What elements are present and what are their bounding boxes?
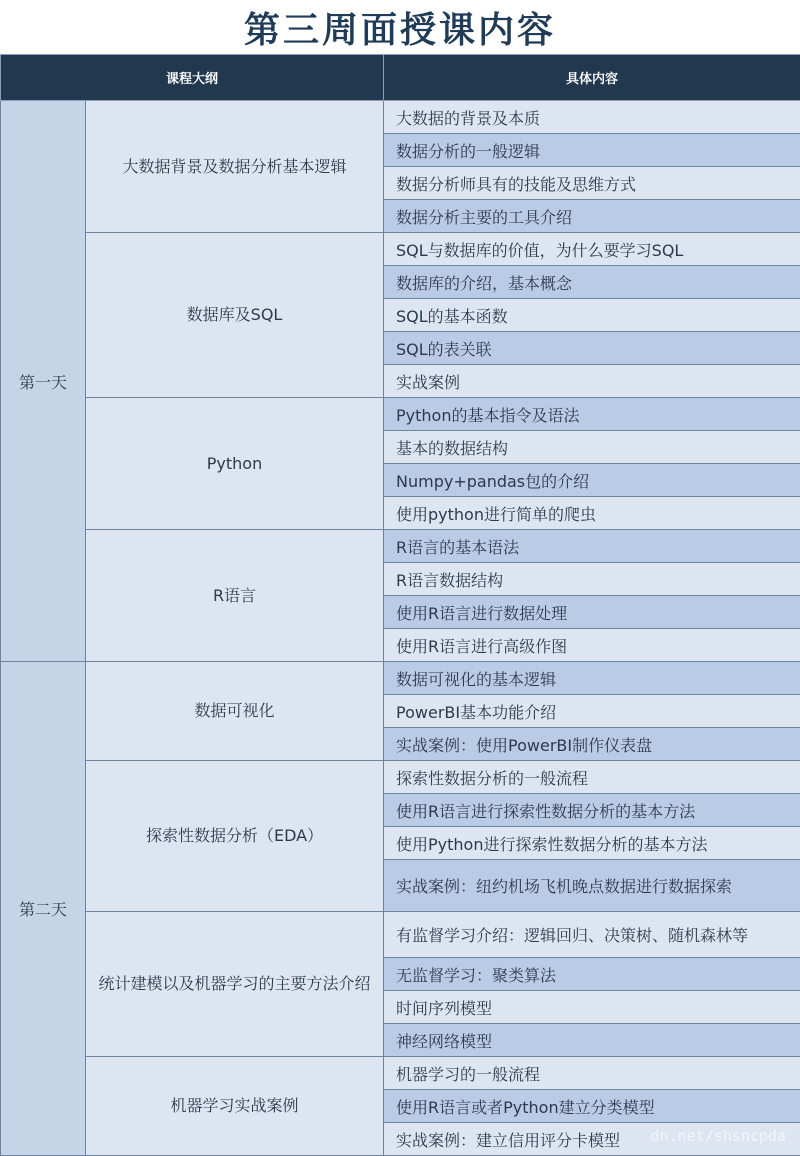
course-table [0,54,800,1156]
content-item: 实战案例：纽约机场飞机晚点数据进行数据探索 [384,860,800,912]
content-item: 基本的数据结构 [384,431,800,464]
content-item: 实战案例 [384,365,800,398]
content-item: 使用R语言进行高级作图 [384,629,800,662]
table-row [1,761,800,794]
content-item: R语言数据结构 [384,563,800,596]
content-item: 机器学习的一般流程 [384,1057,800,1090]
content-item: 使用R语言进行探索性数据分析的基本方法 [384,794,800,827]
content-item: Numpy+pandas包的介绍 [384,464,800,497]
day-label: 第一天 [1,101,86,662]
table-row [1,398,800,431]
table-row [1,233,800,266]
watermark: dn.net/shsncpda [651,1127,786,1145]
module-name: 数据可视化 [86,662,384,761]
content-item: 数据分析的一般逻辑 [384,134,800,167]
content-item: 时间序列模型 [384,991,800,1024]
outline-header: 课程大纲 [1,55,384,101]
table-row [1,101,800,134]
content-item: PowerBI基本功能介绍 [384,695,800,728]
content-item: 使用R语言进行数据处理 [384,596,800,629]
module-name: 探索性数据分析（EDA） [86,761,384,912]
table-row [1,912,800,958]
content-item: 神经网络模型 [384,1024,800,1057]
module-name: R语言 [86,530,384,662]
content-item: 数据分析师具有的技能及思维方式 [384,167,800,200]
table-row [1,530,800,563]
content-item: 实战案例：建立信用评分卡模型 [384,1123,800,1156]
content-item: SQL的基本函数 [384,299,800,332]
content-item: 使用R语言或者Python建立分类模型 [384,1090,800,1123]
page-title: 第三周面授课内容 [0,0,800,54]
content-item: 使用python进行简单的爬虫 [384,497,800,530]
content-item: 使用Python进行探索性数据分析的基本方法 [384,827,800,860]
content-item: 大数据的背景及本质 [384,101,800,134]
content-item: 数据库的介绍，基本概念 [384,266,800,299]
module-name: Python [86,398,384,530]
module-name: 统计建模以及机器学习的主要方法介绍 [86,912,384,1057]
module-name: 数据库及SQL [86,233,384,398]
content-item: 数据分析主要的工具介绍 [384,200,800,233]
content-item: SQL与数据库的价值，为什么要学习SQL [384,233,800,266]
module-name: 机器学习实战案例 [86,1057,384,1156]
content-item: 有监督学习介绍：逻辑回归、决策树、随机森林等 [384,912,800,958]
content-item: Python的基本指令及语法 [384,398,800,431]
table-row [1,1057,800,1090]
day-label: 第二天 [1,662,86,1156]
content-item: 数据可视化的基本逻辑 [384,662,800,695]
content-item: SQL的表关联 [384,332,800,365]
content-item: 实战案例：使用PowerBI制作仪表盘 [384,728,800,761]
module-name: 大数据背景及数据分析基本逻辑 [86,101,384,233]
content-header: 具体内容 [384,55,800,101]
table-header-row [1,55,800,101]
content-item: R语言的基本语法 [384,530,800,563]
table-row [1,662,800,695]
content-item: 探索性数据分析的一般流程 [384,761,800,794]
content-item: 无监督学习：聚类算法 [384,958,800,991]
